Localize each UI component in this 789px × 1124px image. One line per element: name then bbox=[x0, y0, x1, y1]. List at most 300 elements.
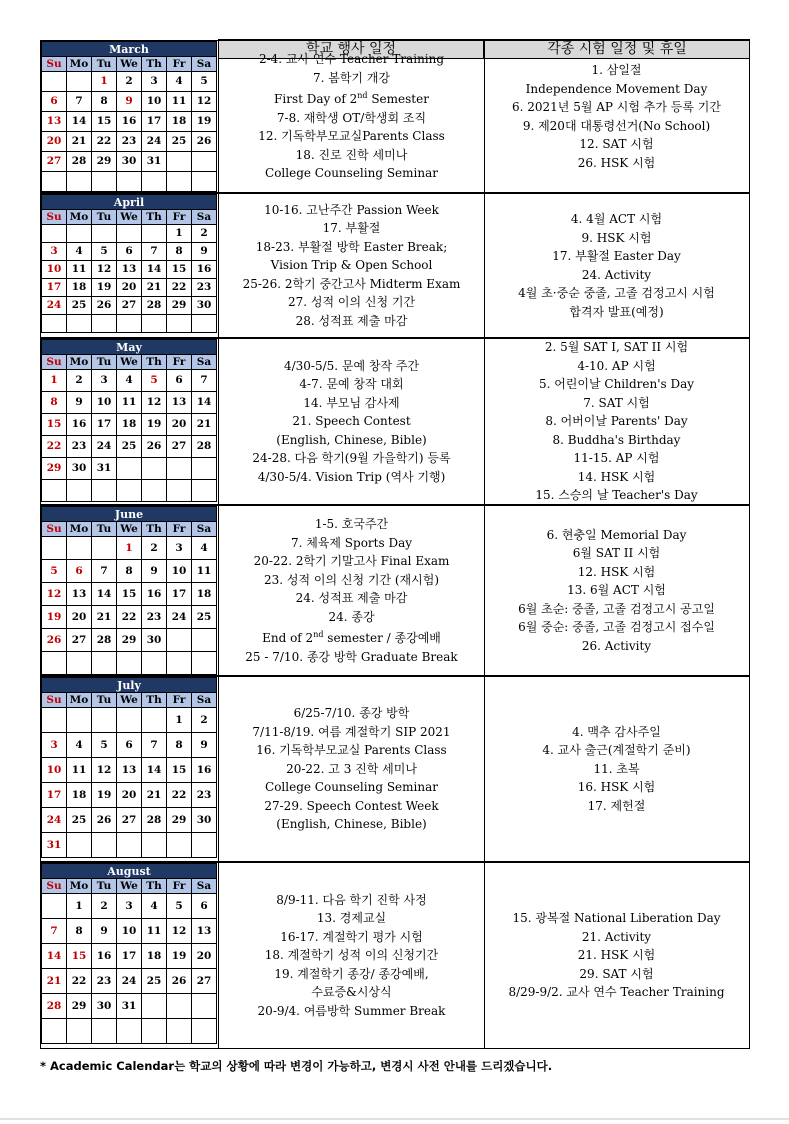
day-cell: 7 bbox=[192, 370, 217, 392]
day-cell: 10 bbox=[42, 758, 67, 783]
day-cell: 2 bbox=[142, 537, 167, 560]
event-line: 2-4. 교사 연수 Teacher Training bbox=[258, 52, 445, 67]
day-cell: 4 bbox=[67, 243, 92, 261]
day-cell: 16 bbox=[117, 112, 142, 132]
day-cell: 23 bbox=[192, 783, 217, 808]
day-cell: 13 bbox=[192, 919, 217, 944]
day-cell: 14 bbox=[192, 392, 217, 414]
day-cell: 8 bbox=[92, 92, 117, 112]
exam-line: 15. 스승의 날 Teacher's Day bbox=[535, 488, 698, 503]
day-cell: 8 bbox=[42, 392, 67, 414]
event-line: 24. 성적표 제출 마감 bbox=[295, 591, 408, 605]
exam-line: 14. HSK 시험 bbox=[577, 469, 656, 484]
event-line: 25 - 7/10. 종강 방학 Graduate Break bbox=[245, 649, 458, 664]
day-cell: 6 bbox=[117, 733, 142, 758]
day-cell bbox=[117, 315, 142, 333]
day-cell bbox=[117, 172, 142, 192]
day-cell bbox=[117, 833, 142, 858]
month-block-april bbox=[40, 193, 750, 338]
event-line: 24. 종강 bbox=[328, 609, 375, 624]
day-cell: 19 bbox=[42, 606, 67, 629]
weekday-label: Su bbox=[42, 879, 67, 894]
day-cell bbox=[192, 458, 217, 480]
exam-line: 6월 SAT II 시험 bbox=[572, 546, 661, 561]
weekday-label: Fr bbox=[167, 57, 192, 72]
day-cell: 27 bbox=[42, 152, 67, 172]
event-line: 8/9-11. 다음 학기 진학 사정 bbox=[276, 892, 427, 907]
day-cell: 22 bbox=[167, 783, 192, 808]
day-cell: 4 bbox=[67, 733, 92, 758]
day-cell: 6 bbox=[117, 243, 142, 261]
exam-line: 16. HSK 시험 bbox=[577, 780, 656, 795]
exam-line: 21. HSK 시험 bbox=[577, 948, 656, 963]
weekday-label: We bbox=[117, 355, 142, 370]
day-cell: 5 bbox=[42, 560, 67, 583]
day-cell bbox=[142, 458, 167, 480]
school-events bbox=[219, 339, 485, 504]
day-cell: 13 bbox=[117, 758, 142, 783]
weekday-label: Fr bbox=[167, 522, 192, 537]
day-cell: 13 bbox=[42, 112, 67, 132]
day-cell: 24 bbox=[142, 132, 167, 152]
exam-line: 1. 삼일절 bbox=[591, 63, 642, 77]
exam-line: 24. Activity bbox=[581, 267, 652, 282]
day-cell bbox=[67, 652, 92, 675]
weekday-label: Fr bbox=[167, 355, 192, 370]
day-cell bbox=[67, 72, 92, 92]
day-cell: 24 bbox=[117, 969, 142, 994]
day-cell: 2 bbox=[117, 72, 142, 92]
event-line: Vision Trip & Open School bbox=[270, 258, 433, 273]
day-cell: 19 bbox=[92, 279, 117, 297]
exam-line: 4. 맥추 감사주일 bbox=[572, 724, 661, 739]
event-line: 18. 계절학기 성적 이의 신청기간 bbox=[264, 948, 439, 963]
school-events bbox=[219, 863, 485, 1048]
month-block-august bbox=[40, 862, 750, 1049]
day-cell: 6 bbox=[192, 894, 217, 919]
month-block-may bbox=[40, 338, 750, 505]
day-cell: 14 bbox=[142, 261, 167, 279]
day-cell: 12 bbox=[142, 392, 167, 414]
day-cell bbox=[92, 315, 117, 333]
event-line: 12. 기독학부모교실Parents Class bbox=[258, 129, 445, 144]
day-cell bbox=[167, 458, 192, 480]
day-cell: 24 bbox=[167, 606, 192, 629]
mini-calendar bbox=[41, 863, 219, 1048]
weekday-label: Su bbox=[42, 210, 67, 225]
day-cell bbox=[142, 708, 167, 733]
day-cell bbox=[167, 152, 192, 172]
day-cell: 28 bbox=[42, 994, 67, 1019]
exam-line: 4-10. AP 시험 bbox=[577, 358, 656, 373]
day-cell bbox=[167, 480, 192, 502]
day-cell: 26 bbox=[192, 132, 217, 152]
exams-holidays bbox=[485, 194, 748, 337]
month-name: March bbox=[42, 42, 217, 57]
weekday-label: Mo bbox=[67, 210, 92, 225]
month-name: May bbox=[42, 340, 217, 355]
day-cell: 22 bbox=[117, 606, 142, 629]
day-cell: 10 bbox=[42, 261, 67, 279]
day-cell: 18 bbox=[67, 783, 92, 808]
weekday-label: Th bbox=[142, 355, 167, 370]
day-cell bbox=[192, 652, 217, 675]
exam-line: 6. 현충일 Memorial Day bbox=[546, 527, 687, 542]
day-cell: 15 bbox=[92, 112, 117, 132]
day-cell: 6 bbox=[42, 92, 67, 112]
event-line: 20-9/4. 여름방학 Summer Break bbox=[257, 1003, 446, 1018]
mini-calendar bbox=[41, 194, 219, 337]
day-cell: 14 bbox=[42, 944, 67, 969]
footer-note: * Academic Calendar는 학교의 상황에 따라 변경이 가능하고, 변경시 사전 안내를 드리겠습니다. bbox=[40, 1059, 553, 1073]
event-line: 4/30-5/5. 문예 창작 주간 bbox=[283, 358, 420, 373]
day-cell: 13 bbox=[167, 392, 192, 414]
weekday-label: Th bbox=[142, 57, 167, 72]
day-cell: 29 bbox=[42, 458, 67, 480]
weekday-label: Sa bbox=[192, 693, 217, 708]
day-cell: 17 bbox=[42, 279, 67, 297]
event-line: (English, Chinese, Bible) bbox=[276, 432, 427, 447]
exam-line: 26. HSK 시험 bbox=[577, 155, 656, 170]
day-cell: 1 bbox=[167, 225, 192, 243]
weekday-label: Tu bbox=[92, 693, 117, 708]
day-cell: 5 bbox=[192, 72, 217, 92]
exam-line: 12. HSK 시험 bbox=[577, 564, 656, 579]
event-line: 4/30-5/4. Vision Trip (역사 기행) bbox=[257, 469, 446, 484]
exam-line: 9. 제20대 대통령선거(No School) bbox=[522, 118, 711, 133]
exam-line: 8. Buddha's Birthday bbox=[552, 432, 681, 447]
day-cell bbox=[142, 172, 167, 192]
day-cell: 6 bbox=[67, 560, 92, 583]
day-cell: 21 bbox=[92, 606, 117, 629]
weekday-label: Tu bbox=[92, 522, 117, 537]
event-line: 27-29. Speech Contest Week bbox=[264, 798, 439, 813]
day-cell: 3 bbox=[167, 537, 192, 560]
day-cell: 19 bbox=[192, 112, 217, 132]
day-cell: 16 bbox=[192, 261, 217, 279]
day-cell: 12 bbox=[192, 92, 217, 112]
day-cell: 11 bbox=[142, 919, 167, 944]
day-cell: 24 bbox=[92, 436, 117, 458]
event-line: 24-28. 다음 학기(9월 가을학기) 등록 bbox=[252, 451, 451, 466]
day-cell bbox=[67, 225, 92, 243]
day-cell bbox=[92, 833, 117, 858]
day-cell: 4 bbox=[117, 370, 142, 392]
day-cell: 10 bbox=[92, 392, 117, 414]
day-cell: 25 bbox=[67, 297, 92, 315]
day-cell: 27 bbox=[117, 297, 142, 315]
day-cell: 17 bbox=[42, 783, 67, 808]
weekday-label: Fr bbox=[167, 693, 192, 708]
exam-line: 4. 4월 ACT 시험 bbox=[570, 212, 663, 226]
weekday-label: Su bbox=[42, 522, 67, 537]
day-cell bbox=[167, 994, 192, 1019]
weekday-label: Su bbox=[42, 693, 67, 708]
weekday-label: Tu bbox=[92, 879, 117, 894]
exam-line: 8. 어버이날 Parents' Day bbox=[545, 414, 688, 429]
day-cell: 18 bbox=[67, 279, 92, 297]
weekday-label: Th bbox=[142, 210, 167, 225]
event-line: 14. 부모님 감사제 bbox=[303, 395, 400, 410]
day-cell: 11 bbox=[192, 560, 217, 583]
day-cell bbox=[167, 629, 192, 652]
day-cell bbox=[167, 1019, 192, 1044]
day-cell: 31 bbox=[92, 458, 117, 480]
day-cell bbox=[67, 833, 92, 858]
day-cell bbox=[167, 652, 192, 675]
day-cell: 9 bbox=[142, 560, 167, 583]
day-cell: 11 bbox=[167, 92, 192, 112]
day-cell bbox=[192, 315, 217, 333]
day-cell bbox=[42, 708, 67, 733]
exam-line: 6. 2021년 5월 AP 시험 추가 등록 기간 bbox=[512, 100, 721, 114]
weekday-label: Th bbox=[142, 879, 167, 894]
event-line: 20-22. 고 3 진학 세미나 bbox=[286, 761, 417, 776]
day-cell: 10 bbox=[117, 919, 142, 944]
day-cell bbox=[92, 1019, 117, 1044]
event-line: 1-5. 호국주간 bbox=[314, 517, 389, 531]
day-cell: 5 bbox=[92, 243, 117, 261]
mini-calendar bbox=[41, 339, 219, 504]
day-cell: 21 bbox=[142, 783, 167, 808]
day-cell: 18 bbox=[167, 112, 192, 132]
day-cell bbox=[92, 480, 117, 502]
day-cell: 30 bbox=[117, 152, 142, 172]
event-line: 7/11-8/19. 여름 계절학기 SIP 2021 bbox=[252, 724, 451, 739]
day-cell: 28 bbox=[192, 436, 217, 458]
exams-holidays bbox=[485, 863, 748, 1048]
day-cell: 27 bbox=[167, 436, 192, 458]
events-header: 학교 행사 일정 bbox=[218, 39, 484, 59]
day-cell bbox=[67, 172, 92, 192]
day-cell bbox=[142, 1019, 167, 1044]
event-line: College Counseling Seminar bbox=[265, 166, 438, 181]
day-cell: 22 bbox=[42, 436, 67, 458]
day-cell: 14 bbox=[67, 112, 92, 132]
day-cell bbox=[142, 652, 167, 675]
day-cell: 8 bbox=[117, 560, 142, 583]
day-cell: 15 bbox=[167, 758, 192, 783]
day-cell: 26 bbox=[92, 297, 117, 315]
weekday-label: Tu bbox=[92, 355, 117, 370]
day-cell: 16 bbox=[67, 414, 92, 436]
day-cell: 17 bbox=[142, 112, 167, 132]
weekday-label: Mo bbox=[67, 693, 92, 708]
day-cell: 16 bbox=[192, 758, 217, 783]
day-cell: 10 bbox=[167, 560, 192, 583]
day-cell: 3 bbox=[117, 894, 142, 919]
day-cell bbox=[117, 652, 142, 675]
day-cell: 8 bbox=[167, 733, 192, 758]
day-cell: 17 bbox=[117, 944, 142, 969]
weekday-label: Tu bbox=[92, 57, 117, 72]
day-cell bbox=[42, 72, 67, 92]
day-cell bbox=[92, 652, 117, 675]
day-cell bbox=[192, 1019, 217, 1044]
day-cell: 12 bbox=[92, 261, 117, 279]
day-cell: 28 bbox=[67, 152, 92, 172]
weekday-label: Sa bbox=[192, 879, 217, 894]
day-cell: 8 bbox=[167, 243, 192, 261]
month-block-july bbox=[40, 676, 750, 862]
day-cell: 9 bbox=[117, 92, 142, 112]
weekday-label: Mo bbox=[67, 57, 92, 72]
day-cell bbox=[67, 315, 92, 333]
school-events bbox=[219, 506, 485, 675]
day-cell: 14 bbox=[92, 583, 117, 606]
day-cell: 5 bbox=[142, 370, 167, 392]
day-cell bbox=[192, 480, 217, 502]
day-cell: 7 bbox=[67, 92, 92, 112]
day-cell bbox=[92, 172, 117, 192]
weekday-label: Th bbox=[142, 693, 167, 708]
day-cell: 6 bbox=[167, 370, 192, 392]
day-cell: 30 bbox=[192, 297, 217, 315]
event-line: 28. 성적표 제출 마감 bbox=[295, 313, 408, 328]
weekday-label: Sa bbox=[192, 210, 217, 225]
day-cell bbox=[42, 225, 67, 243]
month-name: July bbox=[42, 678, 217, 693]
day-cell bbox=[117, 480, 142, 502]
day-cell: 11 bbox=[67, 261, 92, 279]
school-events bbox=[219, 41, 485, 192]
event-line: 7. 체육제 Sports Day bbox=[290, 535, 413, 550]
day-cell: 15 bbox=[167, 261, 192, 279]
day-cell: 5 bbox=[167, 894, 192, 919]
day-cell: 29 bbox=[167, 808, 192, 833]
day-cell: 2 bbox=[92, 894, 117, 919]
exam-line: 26. Activity bbox=[581, 638, 652, 653]
day-cell: 3 bbox=[92, 370, 117, 392]
day-cell: 25 bbox=[117, 436, 142, 458]
event-line: College Counseling Seminar bbox=[265, 780, 438, 795]
event-line: 27. 성적 이의 신청 기간 bbox=[287, 295, 416, 310]
day-cell: 5 bbox=[92, 733, 117, 758]
exam-line: 15. 광복절 National Liberation Day bbox=[512, 911, 721, 926]
exams-holidays bbox=[485, 41, 748, 192]
weekday-label: Mo bbox=[67, 879, 92, 894]
day-cell: 4 bbox=[192, 537, 217, 560]
day-cell: 10 bbox=[142, 92, 167, 112]
month-name: June bbox=[42, 507, 217, 522]
day-cell: 26 bbox=[42, 629, 67, 652]
day-cell: 1 bbox=[117, 537, 142, 560]
day-cell: 7 bbox=[142, 733, 167, 758]
day-cell: 18 bbox=[142, 944, 167, 969]
exam-line: 9. HSK 시험 bbox=[581, 230, 652, 245]
day-cell: 28 bbox=[142, 297, 167, 315]
weekday-label: Fr bbox=[167, 879, 192, 894]
event-line: 16. 기독학부모교실 Parents Class bbox=[256, 743, 447, 758]
month-block-march bbox=[40, 40, 750, 193]
weekday-label: Sa bbox=[192, 522, 217, 537]
day-cell bbox=[142, 833, 167, 858]
school-events bbox=[219, 677, 485, 861]
day-cell: 9 bbox=[67, 392, 92, 414]
day-cell: 30 bbox=[142, 629, 167, 652]
bottom-rule bbox=[0, 1118, 789, 1120]
weekday-label: Mo bbox=[67, 355, 92, 370]
weekday-label: We bbox=[117, 522, 142, 537]
day-cell: 30 bbox=[92, 994, 117, 1019]
day-cell: 3 bbox=[142, 72, 167, 92]
day-cell bbox=[167, 172, 192, 192]
day-cell: 26 bbox=[167, 969, 192, 994]
day-cell: 22 bbox=[92, 132, 117, 152]
day-cell: 25 bbox=[167, 132, 192, 152]
day-cell bbox=[42, 172, 67, 192]
day-cell: 20 bbox=[192, 944, 217, 969]
day-cell: 12 bbox=[167, 919, 192, 944]
exam-line: 7. SAT 시험 bbox=[583, 395, 650, 410]
day-cell: 2 bbox=[192, 225, 217, 243]
day-cell: 20 bbox=[117, 279, 142, 297]
day-cell: 20 bbox=[117, 783, 142, 808]
day-cell: 26 bbox=[142, 436, 167, 458]
day-cell bbox=[92, 708, 117, 733]
day-cell: 3 bbox=[42, 243, 67, 261]
day-cell: 25 bbox=[192, 606, 217, 629]
weekday-label: Sa bbox=[192, 355, 217, 370]
day-cell: 18 bbox=[117, 414, 142, 436]
day-cell: 29 bbox=[117, 629, 142, 652]
day-cell: 4 bbox=[142, 894, 167, 919]
day-cell: 3 bbox=[42, 733, 67, 758]
exam-line: 4. 교사 출근(계절학기 준비) bbox=[542, 743, 691, 758]
day-cell: 22 bbox=[67, 969, 92, 994]
day-cell bbox=[117, 458, 142, 480]
day-cell bbox=[117, 708, 142, 733]
day-cell: 27 bbox=[117, 808, 142, 833]
day-cell: 25 bbox=[142, 969, 167, 994]
day-cell: 29 bbox=[67, 994, 92, 1019]
event-line: (English, Chinese, Bible) bbox=[276, 817, 427, 832]
day-cell bbox=[67, 708, 92, 733]
month-name: April bbox=[42, 195, 217, 210]
mini-calendar bbox=[41, 677, 219, 861]
weekday-label: Th bbox=[142, 522, 167, 537]
weekday-label: We bbox=[117, 879, 142, 894]
day-cell bbox=[67, 537, 92, 560]
mini-calendar bbox=[41, 41, 219, 192]
event-line: 20-22. 2학기 기말고사 Final Exam bbox=[253, 554, 450, 568]
day-cell: 23 bbox=[92, 969, 117, 994]
exam-line: 6월 초순: 중졸, 고졸 검정고시 공고일 bbox=[518, 601, 715, 616]
day-cell: 13 bbox=[67, 583, 92, 606]
day-cell: 9 bbox=[192, 733, 217, 758]
event-line: 21. Speech Contest bbox=[292, 414, 411, 429]
day-cell bbox=[192, 152, 217, 172]
day-cell: 20 bbox=[167, 414, 192, 436]
day-cell: 15 bbox=[67, 944, 92, 969]
day-cell: 24 bbox=[42, 808, 67, 833]
exam-line: 8/29-9/2. 교사 연수 Teacher Training bbox=[508, 985, 725, 1000]
weekday-label: We bbox=[117, 210, 142, 225]
day-cell: 1 bbox=[92, 72, 117, 92]
day-cell: 21 bbox=[67, 132, 92, 152]
event-line: End of 2nd semester / 종강예배 bbox=[262, 630, 441, 645]
event-line: 16-17. 계절학기 평가 시험 bbox=[280, 929, 423, 944]
day-cell: 1 bbox=[167, 708, 192, 733]
day-cell bbox=[92, 225, 117, 243]
day-cell bbox=[142, 315, 167, 333]
day-cell: 9 bbox=[192, 243, 217, 261]
day-cell bbox=[192, 833, 217, 858]
day-cell bbox=[142, 480, 167, 502]
day-cell: 8 bbox=[67, 919, 92, 944]
day-cell: 30 bbox=[67, 458, 92, 480]
event-line: 18. 진로 진학 세미나 bbox=[295, 147, 408, 162]
